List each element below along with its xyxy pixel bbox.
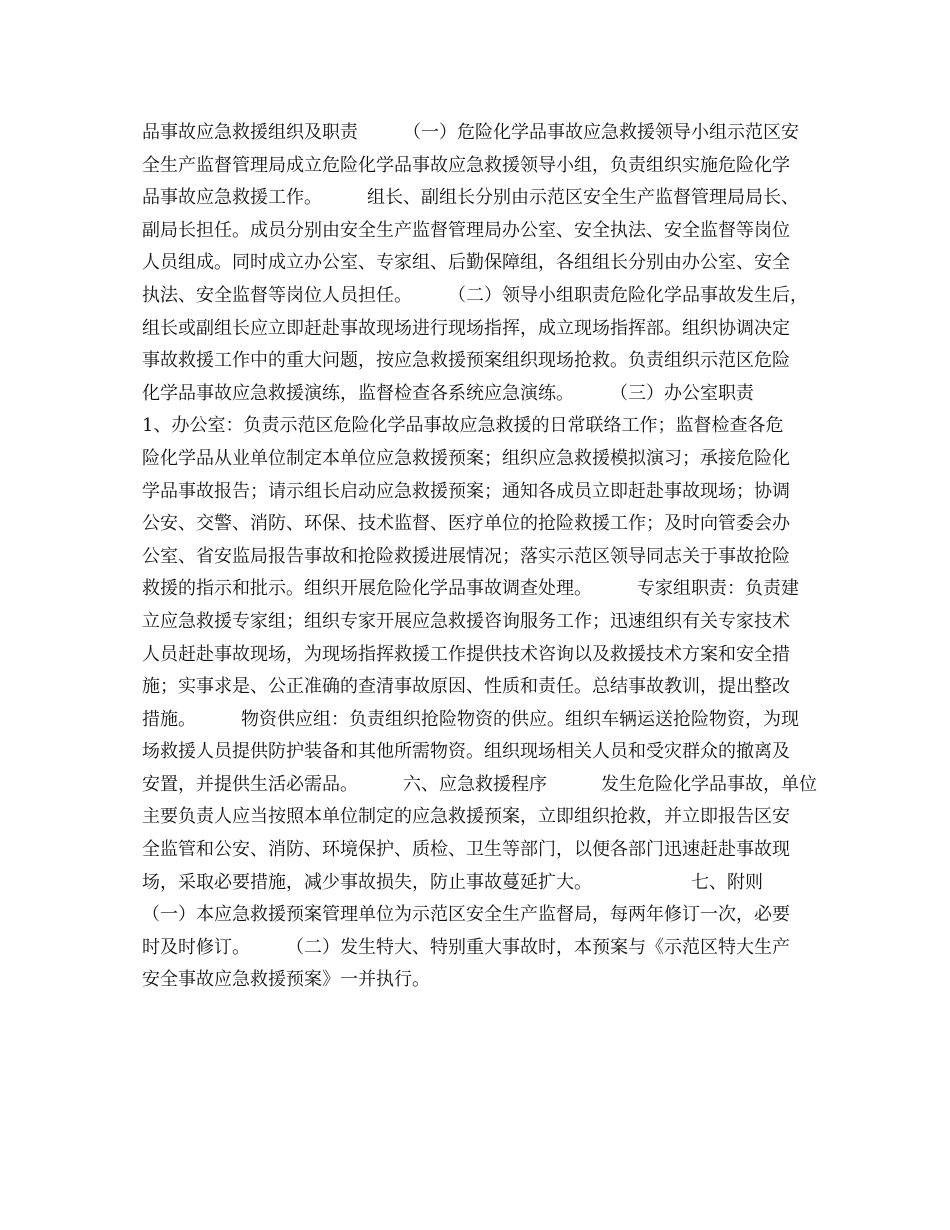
text-line: 安全事故应急救援预案》一并执行。 [142,969,430,991]
text-line: 品事故应急救援工作。 组长、副组长分别由示范区安全生产监督管理局局长、 [142,187,799,209]
text-line: 全监管和公安、消防、环境保护、质检、卫生等部门，以便各部门迅速赶赴事故现 [142,839,790,861]
text-line: 组长或副组长应立即赶赴事故现场进行现场指挥，成立现场指挥部。组织协调决定 [142,317,790,339]
text-line: （一）本应急救援预案管理单位为示范区安全生产监督局，每两年修订一次，必要 [142,904,790,926]
text-line: 救援的指示和批示。组织开展危险化学品事故调查处理。 专家组职责：负责建 [142,578,799,600]
text-line: 场救援人员提供防护装备和其他所需物资。组织现场相关人员和受灾群众的撤离及 [142,741,790,763]
text-line: 措施。 物资供应组：负责组织抢险物资的供应。组织车辆运送抢险物资，为现 [142,708,799,730]
text-line: 执法、安全监督等岗位人员担任。 （二）领导小组职责危险化学品事故发生后， [142,284,808,306]
text-line: 立应急救援专家组；组织专家开展应急救援咨询服务工作；迅速组织有关专家技术 [142,610,790,632]
text-line: 场，采取必要措施，减少事故损失，防止事故蔓延扩大。 七、附则 [142,871,763,893]
text-line: 全生产监督管理局成立危险化学品事故应急救援领导小组，负责组织实施危险化学 [142,154,790,176]
text-line: 副局长担任。成员分别由安全生产监督管理局办公室、安全执法、安全监督等岗位 [142,219,790,241]
text-line: 化学品事故应急救援演练，监督检查各系统应急演练。 （三）办公室职责 [142,382,754,404]
text-line: 事故救援工作中的重大问题，按应急救援预案组织现场抢救。负责组织示范区危险 [142,350,790,372]
text-line: 主要负责人应当按照本单位制定的应急救援预案，立即组织抢救，并立即报告区安 [142,806,790,828]
document-body [142,117,832,997]
text-line: 施；实事求是、公正准确的查清事故原因、性质和责任。总结事故教训，提出整改 [142,676,790,698]
text-line: 学品事故报告；请示组长启动应急救援预案；通知各成员立即赶赴事故现场；协调 [142,480,790,502]
text-line: 1、办公室：负责示范区危险化学品事故应急救援的日常联络工作；监督检查各危 [142,415,784,437]
text-line: 公室、省安监局报告事故和抢险救援进展情况；落实示范区领导同志关于事故抢险 [142,545,790,567]
text-line: 人员组成。同时成立办公室、专家组、后勤保障组，各组组长分别由办公室、安全 [142,252,790,274]
text-line: 时及时修订。 （二）发生特大、特别重大事故时，本预案与《示范区特大生产 [142,936,790,958]
text-line: 人员赶赴事故现场，为现场指挥救援工作提供技术咨询以及救援技术方案和安全措 [142,643,790,665]
text-line: 安置，并提供生活必需品。 六、应急救援程序 发生危险化学品事故，单位 [142,773,817,795]
text-line: 险化学品从业单位制定本单位应急救援预案；组织应急救援模拟演习；承接危险化 [142,447,790,469]
text-line: 公安、交警、消防、环保、技术监督、医疗单位的抢险救援工作；及时向管委会办 [142,513,790,535]
text-line: 品事故应急救援组织及职责 （一）危险化学品事故应急救援领导小组示范区安 [142,122,799,143]
